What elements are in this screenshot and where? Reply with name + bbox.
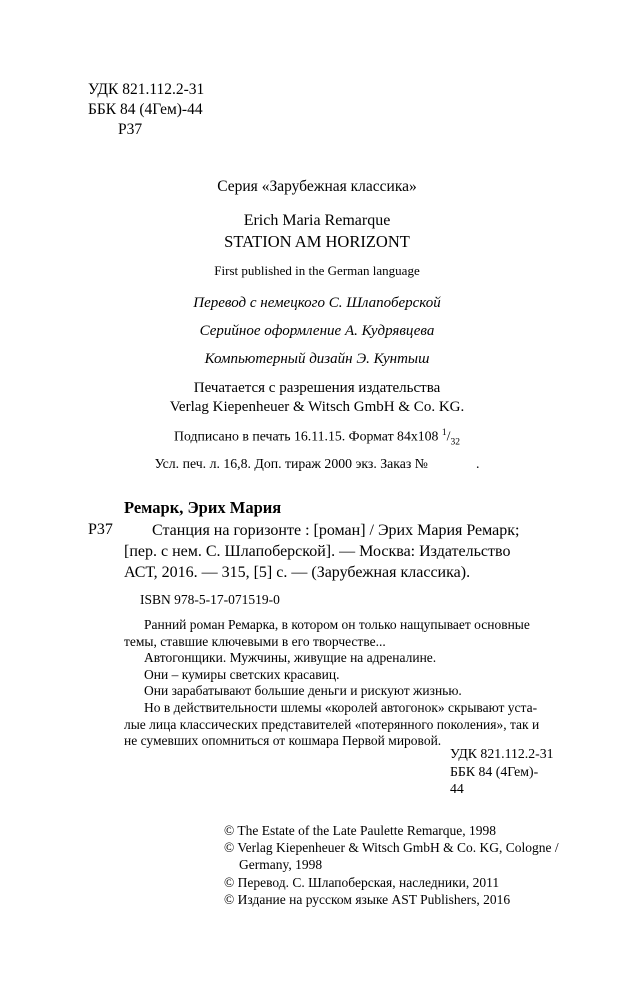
copyright-line: © Verlag Kiepenheuer & Witsch GmbH & Co. KG, Cologne /: [224, 840, 559, 856]
series-title: Серия «Зарубежная классика»: [217, 178, 417, 195]
annotation: [124, 617, 558, 750]
print-info-line-1: [88, 423, 546, 453]
copyright-line: © The Estate of the Late Paulette Remarque, 1998: [224, 823, 497, 838]
annotation-line: Они зарабатывают большие деньги и рискуют жизнью.: [144, 683, 462, 699]
computer-design-credit: Компьютерный дизайн Э. Кунтыш: [204, 351, 430, 367]
annotation-line: Ранний роман Ремарка, в котором он только нащупывает основные: [144, 617, 530, 632]
annotation-line: Автогонщики. Мужчины, живущие на адреналине.: [144, 650, 437, 666]
copyright-line: © Издание на русском языке AST Publishers, 2016: [224, 891, 511, 907]
card-description: [124, 520, 558, 583]
order-number-period: .: [475, 456, 480, 472]
print-format-text: Подписано в печать 16.11.15. Формат 84х108: [174, 428, 442, 444]
print-run-text: Усл. печ. л. 16,8. Доп. тираж 2000 экз. Заказ №: [154, 456, 428, 472]
isbn-number: ISBN 978-5-17-071519-0: [140, 592, 280, 607]
format-fraction-slash: /: [446, 428, 451, 444]
annotation-line: Они – кумиры светских красавиц.: [144, 666, 340, 682]
format-fraction-denominator: 32: [450, 437, 460, 448]
bbk-code: ББК 84 (4Гем)-44: [88, 101, 203, 118]
copyright-line: © Перевод. С. Шлапоберская, наследники, 2011: [224, 874, 500, 890]
first-published-note: First published in the German language: [214, 263, 420, 278]
classification-codes-bottom: [450, 745, 554, 798]
annotation-line: темы, ставшие ключевыми в его творчестве...: [124, 633, 386, 649]
bbk-code-bottom-line-1: ББК 84 (4Гем)-: [450, 763, 539, 779]
udk-code: УДК 821.112.2-31: [88, 81, 205, 98]
original-title: STATION AM HORIZONT: [224, 232, 410, 251]
card-description-line: [пер. с нем. С. Шлапоберской]. — Москва: Издательство: [124, 543, 511, 560]
imprint-center-column: [88, 178, 546, 474]
card-description-line: АСТ, 2016. — 315, [5] с. — (Зарубежная классика).: [124, 564, 471, 581]
bibliographic-card: [88, 497, 558, 750]
udk-code-bottom: УДК 821.112.2-31: [450, 746, 554, 761]
permission-note: [88, 379, 546, 417]
permission-line-2: Verlag Kiepenheuer & Witsch GmbH & Co. KG.: [169, 399, 465, 415]
classification-codes-top: [88, 80, 204, 140]
annotation-line: Но в действительности шлемы «королей автогонок» скрывают уста-: [144, 699, 538, 715]
print-info-line-2: [88, 453, 546, 474]
bbk-code-bottom-line-2: 44: [450, 781, 464, 796]
series-design-credit: Серийное оформление А. Кудрявцева: [199, 323, 435, 339]
original-author: Erich Maria Remarque: [243, 212, 391, 229]
copyright-block: [224, 822, 559, 908]
annotation-line: лые лица классических представителей «потерянного поколения», так и: [124, 716, 540, 732]
format-fraction-numerator: 1: [441, 428, 447, 438]
card-author-heading: Ремарк, Эрих Мария: [124, 498, 282, 517]
translation-credit: Перевод с немецкого С. Шлапоберской: [193, 295, 441, 311]
print-info: [88, 423, 546, 474]
card-description-line: Станция на горизонте : [роман] / Эрих Мария Ремарк;: [152, 522, 520, 539]
permission-line-1: Печатается с разрешения издательства: [193, 380, 441, 396]
author-sign-code: Р37: [118, 121, 143, 138]
card-author-sign-code: Р37: [88, 521, 113, 538]
annotation-line: не сумевших опомниться от кошмара Первой мировой.: [124, 733, 442, 749]
copyright-line-continuation: Germany, 1998: [239, 857, 323, 873]
